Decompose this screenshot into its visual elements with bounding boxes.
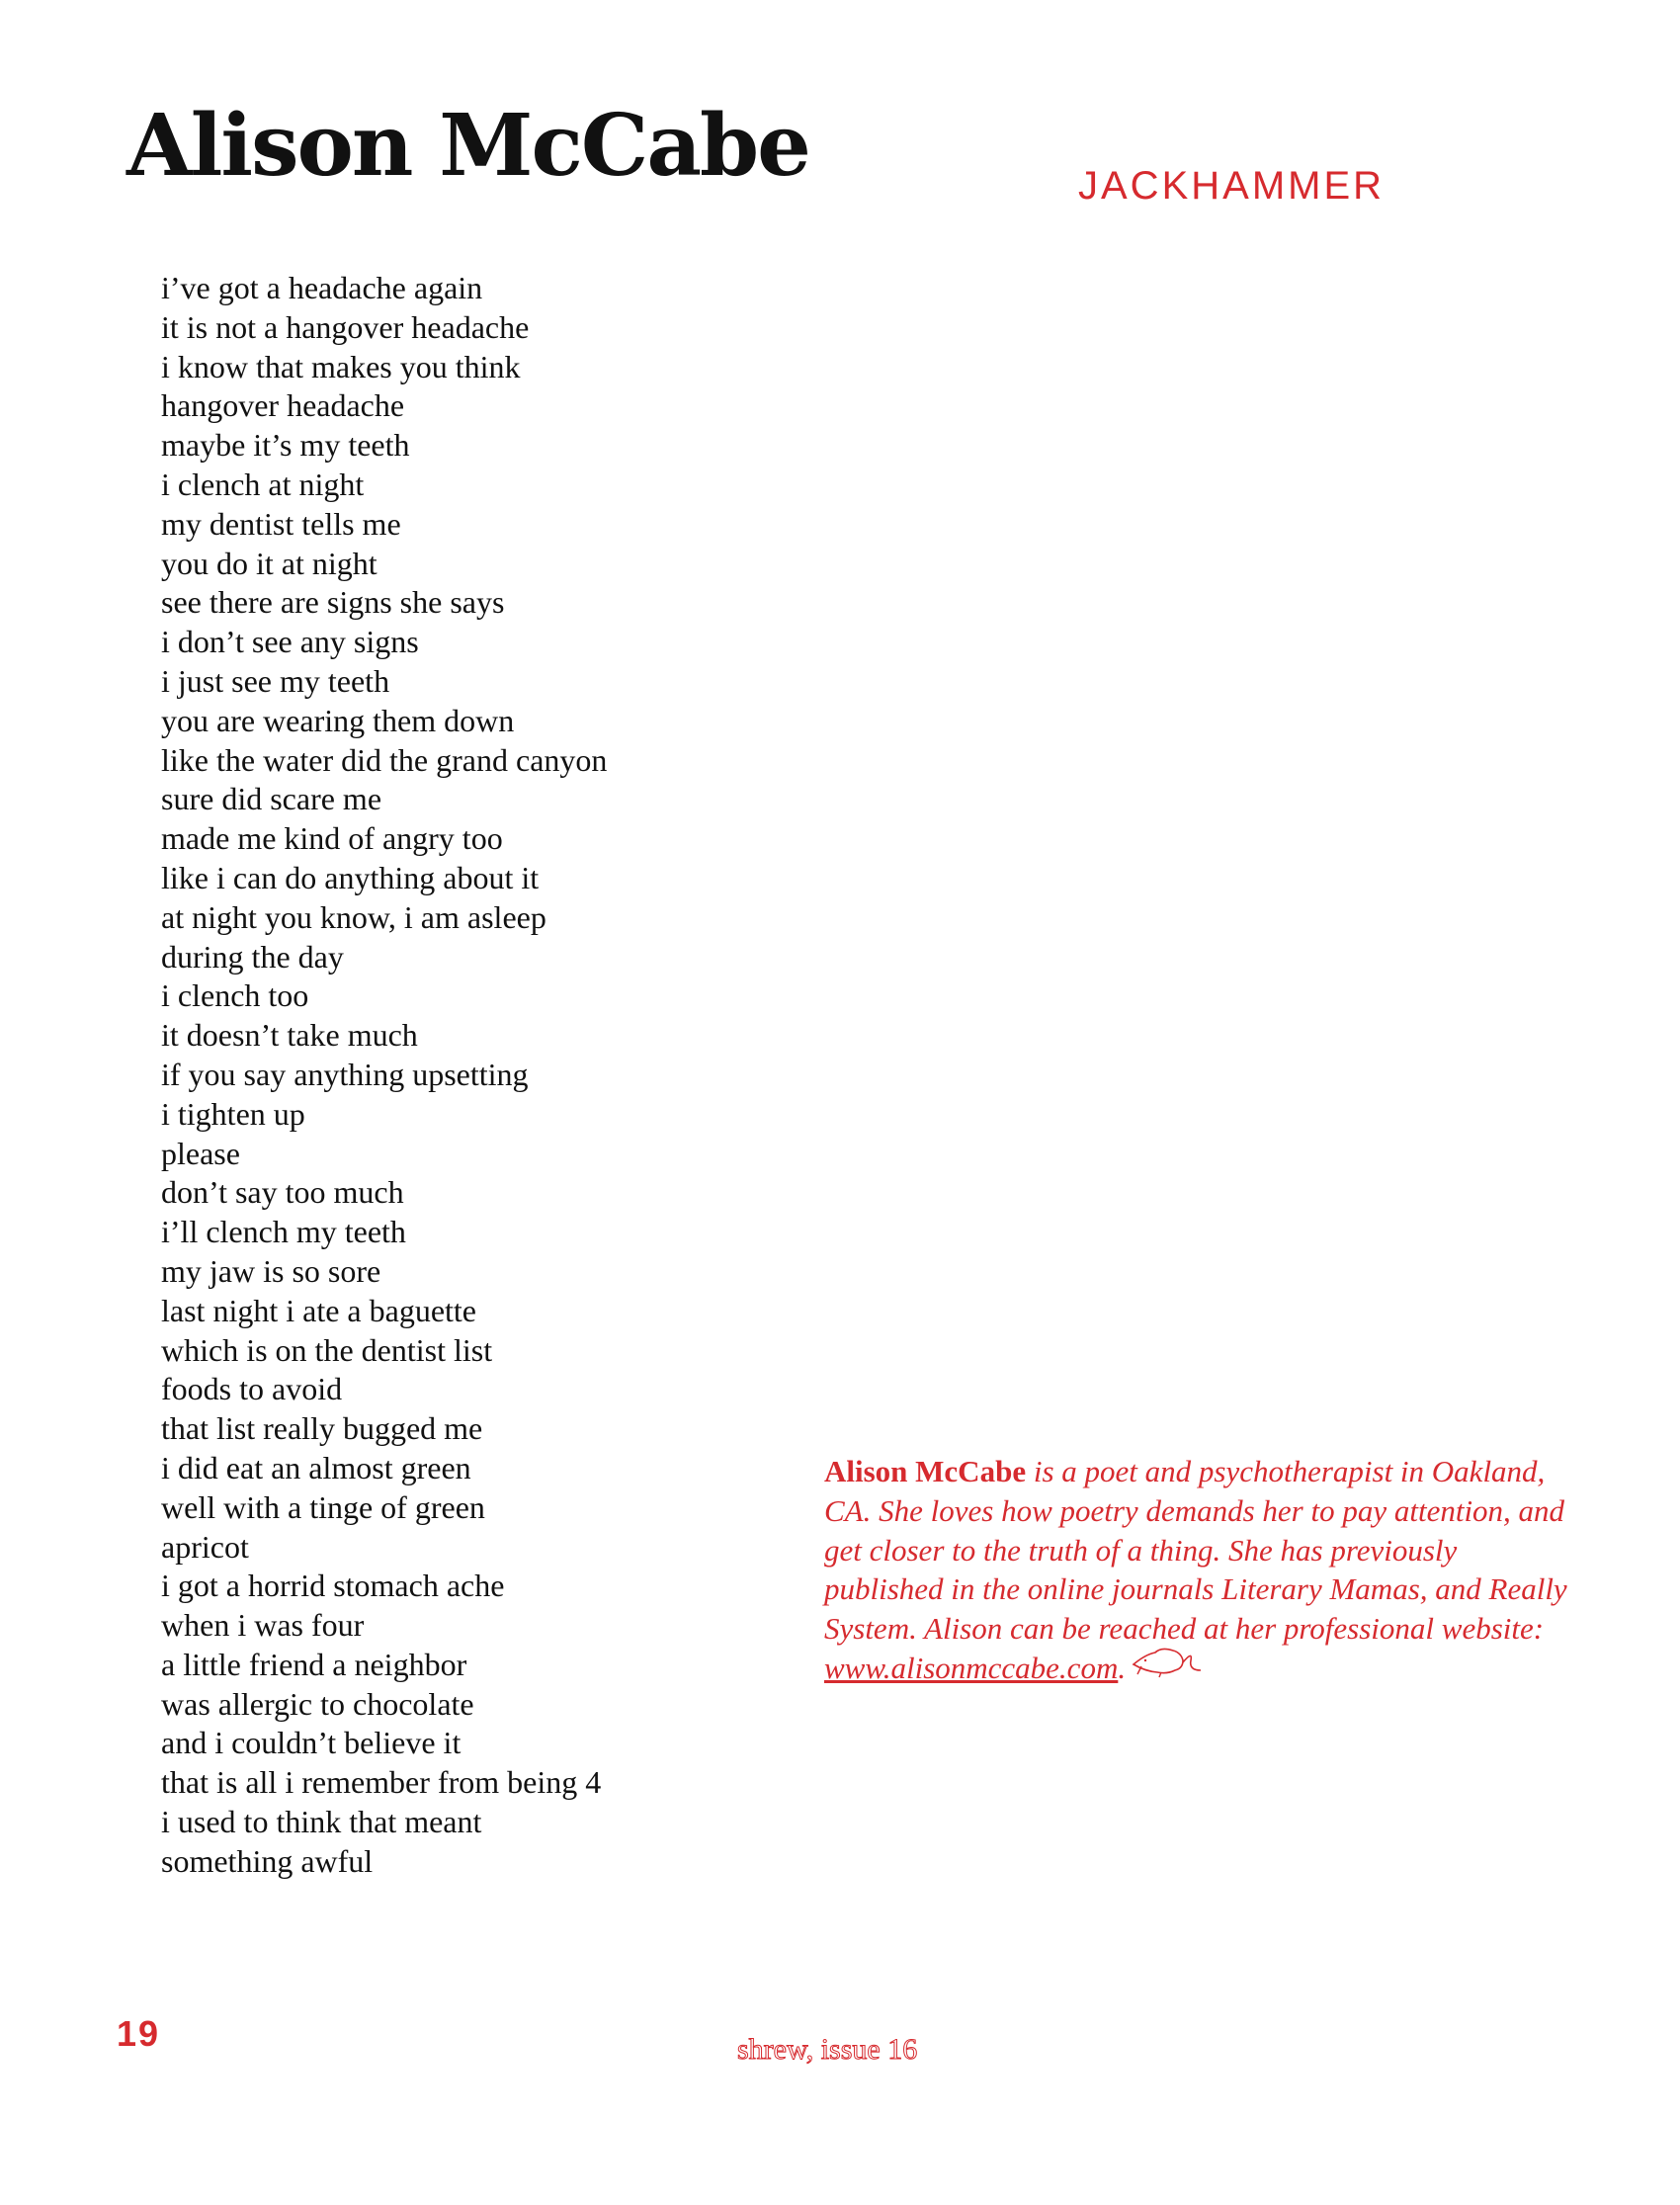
poem-line: my jaw is so sore [161, 1252, 381, 1289]
bio-end: . [1118, 1650, 1127, 1685]
poem-line: and i couldn’t believe it [161, 1725, 462, 1761]
poem-line: it is not a hangover headache [161, 308, 530, 345]
poem-line: i’ve got a headache again [161, 270, 483, 305]
poem-line: see there are signs she says [161, 584, 505, 621]
poem-line: i’ll clench my teeth [161, 1214, 406, 1250]
poem-line: i got a horrid stomach ache [161, 1568, 505, 1604]
poem-line: please [161, 1135, 240, 1171]
poem-line: which is on the dentist list [161, 1331, 493, 1368]
bio-author-name: Alison McCabe [824, 1454, 1027, 1488]
poem-line: at night you know, i am asleep [161, 898, 546, 935]
poem-line: foods to avoid [161, 1371, 343, 1407]
poem-line: i did eat an almost green [161, 1449, 471, 1485]
page-number: 19 [117, 2013, 161, 2054]
poem-body [161, 269, 607, 1882]
poem-line: don’t say too much [161, 1174, 404, 1211]
poem-line: if you say anything upsetting [161, 1056, 529, 1092]
poem-line: something awful [161, 1842, 374, 1879]
shrew-icon [1132, 1645, 1203, 1688]
website-link[interactable]: www.alisonmccabe.com [824, 1650, 1119, 1685]
poem-line: was allergic to chocolate [161, 1685, 474, 1722]
poem-line: my dentist tells me [161, 505, 401, 542]
poem-line: like i can do anything about it [161, 859, 540, 895]
poem-line: hangover headache [161, 387, 405, 424]
poem-line: when i was four [161, 1607, 365, 1644]
bio-text: is a poet and psychotherapist in Oakland, CA. She loves how poetry demands her to pay attention, and get closer to the truth of a thing. She has previously published in the online journals Literary Mamas, and Really System. Alison can be reached at her professional website: [824, 1454, 1567, 1647]
poem-line: well with a tinge of green [161, 1488, 485, 1525]
poem-line: like the water did the grand canyon [161, 741, 608, 778]
poem-line: apricot [161, 1528, 249, 1565]
poem-line: it doesn’t take much [161, 1017, 418, 1054]
poem-line: i just see my teeth [161, 662, 390, 699]
poem-line: during the day [161, 938, 344, 975]
publication-footer: shrew, issue 16 [737, 2033, 918, 2066]
poem-line: that is all i remember from being 4 [161, 1764, 602, 1801]
poem-line: made me kind of angry too [161, 820, 503, 857]
poem-line: that list really bugged me [161, 1410, 483, 1447]
poem-title: JACKHAMMER [1078, 164, 1386, 208]
poem-line: you are wearing them down [161, 702, 515, 738]
poem-line: i tighten up [161, 1095, 305, 1132]
author-bio [824, 1452, 1575, 1688]
poem-line: i know that makes you think [161, 348, 521, 384]
poem-line: a little friend a neighbor [161, 1646, 467, 1682]
poem-line: i used to think that meant [161, 1804, 482, 1840]
poem-line: you do it at night [161, 545, 378, 581]
poem-line: i don’t see any signs [161, 624, 419, 660]
poem-line: sure did scare me [161, 781, 382, 817]
poem-line: last night i ate a baguette [161, 1292, 476, 1328]
author-name: Alison McCabe [126, 96, 809, 196]
poem-line: i clench at night [161, 466, 365, 502]
poem-line: maybe it’s my teeth [161, 427, 410, 464]
poem-line: i clench too [161, 977, 309, 1014]
